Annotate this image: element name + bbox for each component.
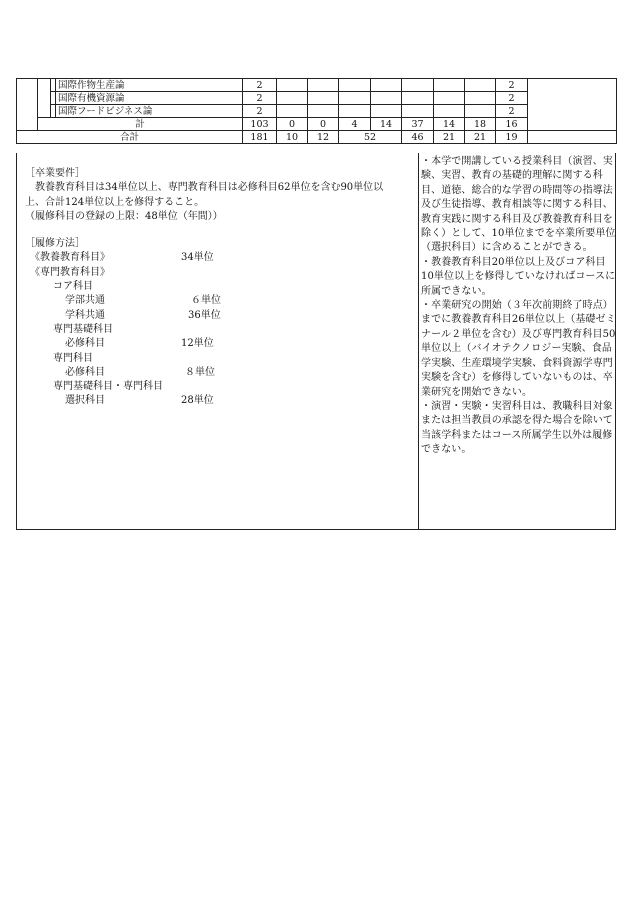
method-item-label: コア科目 [53, 281, 93, 293]
credit-cell [402, 105, 434, 118]
method-item-label: 選択科目 [65, 395, 105, 407]
course-name: 国際有機資源論 [56, 92, 243, 105]
credit-cell: 2 [496, 105, 528, 118]
method-item-value: ８単位 [185, 366, 215, 378]
method-item [25, 394, 415, 408]
total-cell: 19 [496, 131, 528, 144]
credit-cell [434, 92, 465, 105]
method-item-label: 専門科目 [53, 352, 93, 364]
credit-cell [402, 92, 434, 105]
credit-cell: 2 [243, 105, 277, 118]
table-row [17, 79, 617, 92]
requirements-line: 上、合計124単位以上を修得すること。 [25, 196, 205, 208]
subtotal-cell: 18 [465, 118, 496, 131]
method-heading: ［履修方法］ [25, 238, 85, 250]
subtotal-cell: 103 [243, 118, 277, 131]
credit-cell [371, 92, 402, 105]
note-item: ・卒業研究の開始（３年次前期終了時点）までに教養教育科目26単位以上（基礎ゼミナール２単位を含む）及び専門教育科目50単位以上（バイオテクノロジー実験、食品学実験、生産環境学実験、食料資源学専門実験を含む）を修得していないものは、卒業研究を開始できない。 [421, 300, 616, 398]
method-item-label: 《専門教育科目》 [25, 266, 110, 278]
note-item: ・本学で開講している授業科目（演習、実験、実習、教育の基礎的理解に関する科目、道徳、総合的な学習の時間等の指導法及び生徒指導、教育相談等に関する科目、教育実践に関する科目及び教養教育科目を除く）として、10単位までを卒業所要単位（選択科目）に含めることができる。 [421, 156, 616, 254]
subtotal-cell: 0 [277, 118, 308, 131]
method-item-label: 必修科目 [65, 338, 105, 350]
credit-cell [308, 92, 339, 105]
total-cell: 10 [277, 131, 308, 144]
method-item [25, 323, 415, 337]
subtotal-label: 計 [38, 118, 243, 131]
group-cell [17, 79, 38, 131]
subgroup-cell [38, 79, 51, 118]
credit-cell [465, 92, 496, 105]
credit-cell [434, 105, 465, 118]
method-item-label: 必修科目 [65, 366, 105, 378]
credit-cell [308, 105, 339, 118]
table-row [17, 105, 617, 118]
subtotal-cell: 0 [308, 118, 339, 131]
method-item [25, 366, 415, 380]
course-name: 国際作物生産論 [56, 79, 243, 92]
table-row [17, 92, 617, 105]
credit-cell: 2 [496, 92, 528, 105]
method-item [25, 280, 415, 294]
method-item-label: 《教養教育科目》 [25, 252, 110, 264]
method-item [25, 251, 415, 265]
method-item-value: 34単位 [181, 252, 214, 264]
credit-cell [339, 105, 371, 118]
credit-cell [277, 92, 308, 105]
note-item: ・演習・実験・実習科目は、教職科目対象または担当教員の承認を得た場合を除いて当該学科またはコース所属学生以外は履修できない。 [421, 400, 613, 456]
curriculum-table-section [16, 78, 616, 144]
total-cell: 21 [434, 131, 465, 144]
requirements-section [16, 153, 616, 530]
graduation-requirements [25, 167, 415, 409]
method-item-label: 学部共通 [65, 295, 105, 307]
method-item-label: 専門基礎科目 [53, 323, 113, 335]
method-item-value: 12単位 [181, 338, 214, 350]
curriculum-table [16, 78, 617, 144]
credit-cell: 2 [243, 92, 277, 105]
method-item-value: ６単位 [191, 295, 221, 307]
course-name: 国際フードビジネス論 [56, 105, 243, 118]
method-item [25, 309, 415, 323]
total-label: 合計 [17, 131, 243, 144]
requirements-line: （履修科目の登録の上限：48単位（年間）） [25, 210, 223, 222]
credit-cell [371, 105, 402, 118]
remarks-cell [528, 79, 617, 131]
total-cell: 181 [243, 131, 277, 144]
credit-cell [277, 79, 308, 92]
method-item [25, 337, 415, 351]
total-cell: 52 [339, 131, 402, 144]
total-remarks-cell [528, 131, 617, 144]
subtotal-row [17, 118, 617, 131]
notes-column [421, 155, 616, 458]
subtotal-cell: 4 [339, 118, 371, 131]
requirements-line: 教養教育科目は34単位以上、専門教育科目は必修科目62単位を含む90単位以 [25, 182, 384, 194]
total-cell: 12 [308, 131, 339, 144]
credit-cell [465, 79, 496, 92]
total-cell: 46 [402, 131, 434, 144]
total-cell: 21 [465, 131, 496, 144]
credit-cell [339, 79, 371, 92]
method-item [25, 266, 415, 280]
method-item [25, 380, 415, 394]
credit-cell [371, 79, 402, 92]
column-divider [418, 153, 419, 529]
credit-cell [402, 79, 434, 92]
credit-cell: 2 [496, 79, 528, 92]
subtotal-cell: 14 [434, 118, 465, 131]
subtotal-cell: 14 [371, 118, 402, 131]
credit-cell [434, 79, 465, 92]
note-item: ・教養教育科目20単位以上及びコア科目10単位以上を修得していなければコースに所属できない。 [421, 256, 616, 297]
requirements-heading: ［卒業要件］ [25, 168, 85, 179]
method-item [25, 352, 415, 366]
method-item-value: 28単位 [181, 395, 214, 407]
credit-cell: 2 [243, 79, 277, 92]
method-item-value: 36単位 [188, 309, 221, 321]
credit-cell [308, 79, 339, 92]
subtotal-cell: 37 [402, 118, 434, 131]
method-item-label: 専門基礎科目・専門科目 [53, 381, 163, 393]
method-item [25, 294, 415, 308]
subtotal-cell: 16 [496, 118, 528, 131]
total-row [17, 131, 617, 144]
credit-cell [465, 105, 496, 118]
credit-cell [277, 105, 308, 118]
method-list [25, 251, 415, 408]
method-item-label: 学科共通 [65, 309, 105, 321]
credit-cell [339, 92, 371, 105]
